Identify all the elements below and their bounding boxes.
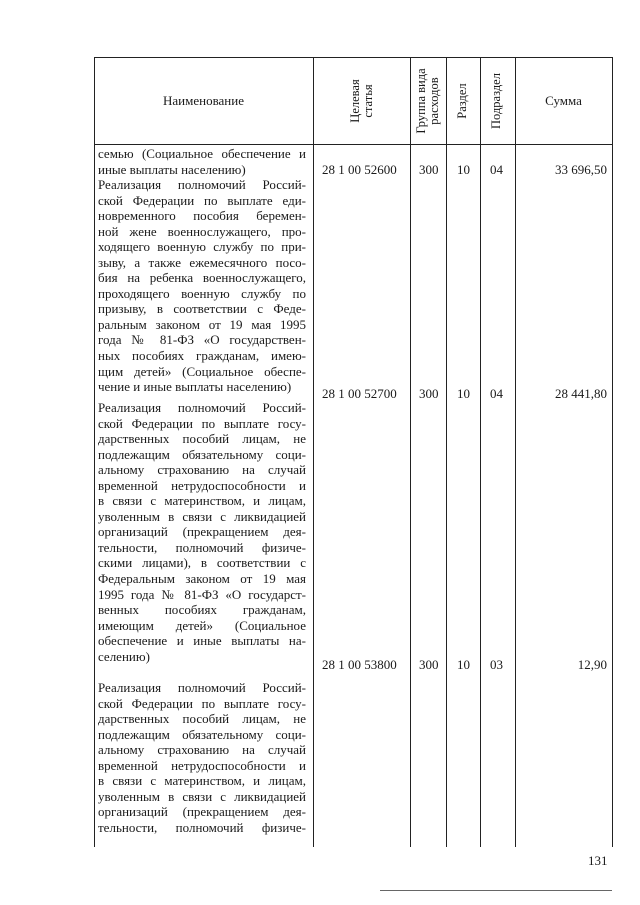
desc-line: ской Федерации по выплате госу- (98, 415, 306, 431)
desc-line: обеспечение и иные выплаты на- (98, 633, 306, 649)
desc-line: проходящего военную службу по (98, 285, 306, 301)
col-border-section (480, 57, 481, 847)
desc-line: организаций (прекращением дея- (98, 804, 306, 820)
footer-rule (380, 890, 612, 891)
row-article: 28 1 00 53800 (322, 657, 397, 672)
row-subsection: 04 (490, 386, 503, 401)
desc-line: бия на ребенка военнослужащего, (98, 270, 306, 286)
desc-line: щим детей» (Социальное обеспе- (98, 363, 306, 379)
row-article: 28 1 00 52700 (322, 386, 397, 401)
desc-line: чение и иные выплаты населению) (98, 379, 292, 395)
desc-line: уволенным в связи с ликвидацией (98, 788, 306, 804)
desc-line: тельности, полномочий физиче- (98, 539, 306, 555)
row-sum: 28 441,80 (555, 386, 607, 401)
row-group: 300 (419, 657, 439, 672)
desc-line: временной нетрудоспособности и (98, 477, 306, 493)
desc-line: тельности, полномочий физиче- (98, 819, 306, 835)
header-name: Наименование (163, 93, 244, 108)
desc-line: ской Федерации по выплате еди- (98, 192, 306, 208)
desc-line: Реализация полномочий Россий- (98, 680, 306, 695)
desc-line: альному страхованию на случай (98, 462, 306, 478)
row-group: 300 (419, 386, 439, 401)
desc-line: в связи с материнством, и лицам, (98, 493, 306, 509)
row-section: 10 (457, 657, 470, 672)
desc-line: призыву, в соответствии с Феде- (98, 301, 306, 317)
desc-line: организаций (прекращением дея- (98, 524, 306, 540)
desc-line: новременного пособия беремен- (98, 208, 306, 224)
header-expense-group-line1: Группа вида (414, 68, 428, 134)
row-subsection: 04 (490, 162, 503, 177)
desc-line: ной жене военнослужащего, про- (98, 223, 306, 239)
header-target-article (349, 51, 375, 151)
desc-line: ральным законом от 19 мая 1995 (98, 316, 306, 332)
col-border-left (94, 57, 95, 847)
desc-line: селению) (98, 648, 150, 664)
row-section: 10 (457, 162, 470, 177)
col-border-article (410, 57, 411, 847)
desc-line: ных пособиях гражданам, имею- (98, 348, 306, 364)
header-sum: Сумма (545, 93, 582, 108)
col-border-right (612, 57, 613, 847)
header-target-article-line2: статья (361, 84, 375, 118)
desc-line: временной нетрудоспособности и (98, 757, 306, 773)
desc-line: подлежащим обязательному соци- (98, 726, 306, 742)
desc-line: Федеральным законом от 19 мая (98, 571, 306, 587)
desc-line: года № 81-ФЗ «О государствен- (98, 332, 306, 348)
desc-line: имеющим детей» (Социальное (98, 617, 306, 633)
row-article: 28 1 00 52600 (322, 162, 397, 177)
col-border-group (446, 57, 447, 847)
desc-line: Реализация полномочий Россий- (98, 400, 306, 415)
desc-line: в связи с материнством, и лицам, (98, 773, 306, 789)
row-section: 10 (457, 386, 470, 401)
desc-line: альному страхованию на случай (98, 742, 306, 758)
desc-line: подлежащим обязательному соци- (98, 446, 306, 462)
header-expense-group (415, 61, 441, 141)
desc-line: иные выплаты населению) (98, 161, 246, 177)
desc-line: уволенным в связи с ликвидацией (98, 508, 306, 524)
desc-line: дарственных пособий лицам, не (98, 431, 306, 447)
desc-line: ской Федерации по выплате госу- (98, 695, 306, 711)
header-section: Раздел (455, 83, 469, 119)
header-subsection: Подраздел (489, 73, 503, 129)
row-description (98, 177, 306, 395)
desc-line: венных пособиях гражданам, (98, 602, 306, 618)
row-description (98, 400, 306, 664)
row-sum: 12,90 (577, 657, 607, 672)
row-description (98, 146, 306, 177)
col-border-name (313, 57, 314, 847)
header-target-article-line1: Целевая (348, 79, 362, 123)
desc-line: скими лицами), в соответствии с (98, 555, 306, 571)
desc-line: ходящего военную службу по при- (98, 239, 306, 255)
desc-line: зыву, а также ежемесячного посо- (98, 254, 306, 270)
header-expense-group-line2: расходов (427, 77, 441, 125)
row-sum: 33 696,50 (555, 162, 607, 177)
row-group: 300 (419, 162, 439, 177)
row-subsection: 03 (490, 657, 503, 672)
page-number: 131 (588, 853, 608, 868)
row-description (98, 680, 306, 835)
desc-line: дарственных пособий лицам, не (98, 711, 306, 727)
desc-line: 1995 года № 81-ФЗ «О государст- (98, 586, 306, 602)
desc-line: семью (Социальное обеспечение и (98, 146, 306, 161)
desc-line: Реализация полномочий Россий- (98, 177, 306, 192)
